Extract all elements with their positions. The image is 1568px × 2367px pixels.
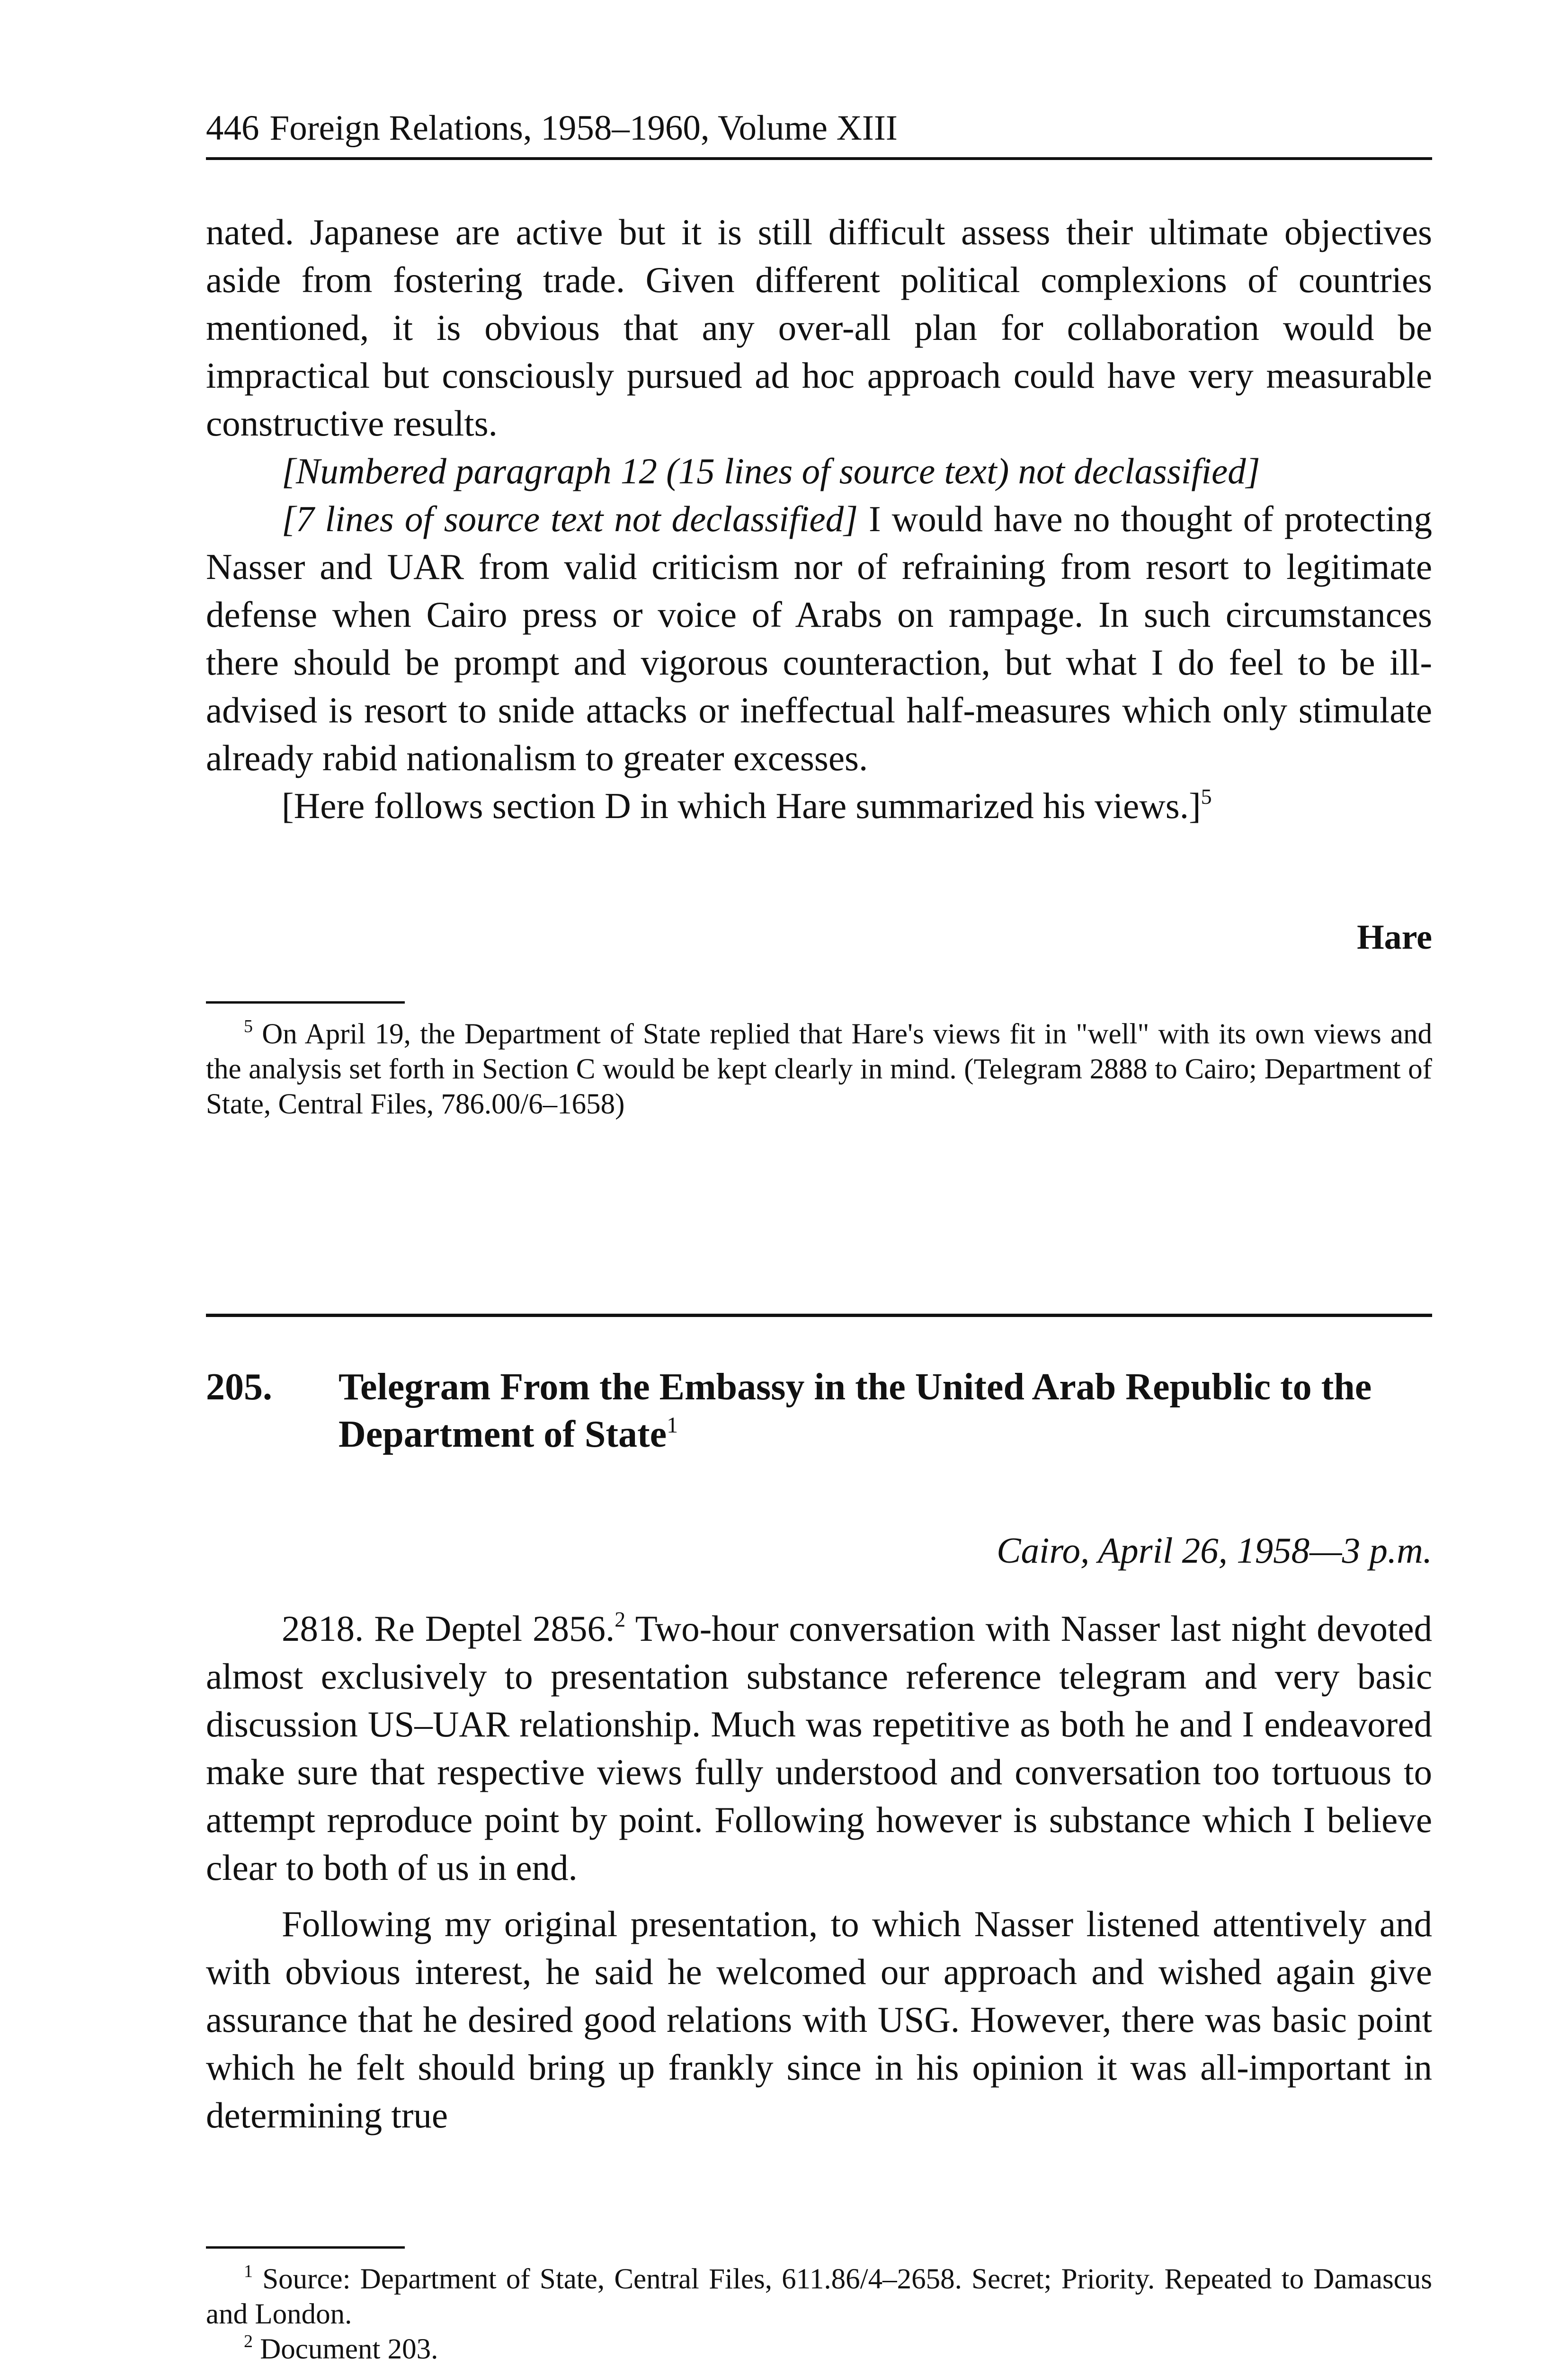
paragraph-not-declassified-12: [Numbered paragraph 12 (15 lines of source text) not declassified] <box>282 451 1260 491</box>
footnote-5-text: On April 19, the Department of State replied that Hare's views fit in "well" with its own views and the analysis set forth in Section C would be kept clearly in mind. (Telegram 2888 to Cairo; Department of State, Central Files, 786.00/6–1658) <box>206 1018 1432 1120</box>
footnote-1 <box>206 2262 1432 2332</box>
volume-title: Foreign Relations, 1958–1960, Volume XIII <box>269 108 898 148</box>
continued-text-block <box>206 208 1432 830</box>
footnote-2-marker: 2 <box>244 2331 253 2351</box>
footnote-ref-2: 2 <box>615 1607 626 1631</box>
document-title-wrap <box>339 1363 1432 1458</box>
section-divider <box>206 1314 1432 1317</box>
paragraph-2818 <box>206 1605 1432 1892</box>
document-number: 205. <box>206 1366 272 1408</box>
footnote-2-text: Document 203. <box>253 2333 438 2365</box>
footnote-rule-bottom <box>206 2246 405 2249</box>
not-declassified-note: [7 lines of source text not declassified] <box>282 498 858 539</box>
footnote-1-marker: 1 <box>244 2261 253 2281</box>
footnote-5-block <box>206 1017 1432 1122</box>
paragraph-protecting-nasser <box>206 495 1432 782</box>
footnotes-bottom-block <box>206 2262 1432 2367</box>
document-title: Telegram From the Embassy in the United Arab Republic to the Department of State <box>339 1366 1372 1455</box>
footnote-ref-5: 5 <box>1201 784 1212 809</box>
dateline: Cairo, April 26, 1958—3 p.m. <box>997 1530 1432 1571</box>
paragraph-section-d <box>206 782 1432 830</box>
section-d-text: [Here follows section D in which Hare summarized his views.] <box>282 785 1201 826</box>
footnote-ref-1: 1 <box>667 1413 678 1438</box>
footnote-5-marker: 5 <box>244 1016 253 1036</box>
document-body <box>206 1605 1432 2139</box>
footnote-2 <box>206 2332 1432 2367</box>
footnote-rule-top <box>206 1001 405 1004</box>
paragraph-continued: nated. Japanese are active but it is still difficult assess their ultimate objectives aside from fostering trade. Given different political complexions of countries mentioned, it is obvious that any over-all plan for collaboration would be impractical but consciously pursued ad hoc approach could have very measurable constructive results. <box>206 212 1432 444</box>
page-number: 446 <box>206 108 259 148</box>
footnote-5 <box>206 1017 1432 1122</box>
paragraph-2818-text: Two-hour conversation with Nasser last night devoted almost exclusively to presentation substance reference telegram and very basic discussion US–UAR relationship. Much was repetitive as both he and I endeavored make sure that respective views fully understood and conversation too tortuous to attempt reproduce point by point. Following however is substance which I believe clear to both of us in end. <box>206 1608 1433 1888</box>
signature: Hare <box>1357 918 1432 957</box>
footnote-1-text: Source: Department of State, Central Files, 611.86/4–2658. Secret; Priority. Repeated to Damascus and London. <box>206 2263 1432 2330</box>
paragraph-following-presentation: Following my original presentation, to which Nasser listened attentively and with obvious interest, he said he welcomed our approach and wished again give assurance that he desired good relations with USG. However, there was basic point which he felt should bring up frankly since in his opinion it was all-important in determining true <box>206 1904 1432 2136</box>
paragraph-protecting-nasser-text: I would have no thought of protecting Nasser and UAR from valid criticism nor of refraining from resort to legitimate defense when Cairo press or voice of Arabs on rampage. In such circumstances there should be prompt and vigorous counteraction, but what I do feel to be ill-advised is resort to snide attacks or ineffectual half-measures which only stimulate already rabid nationalism to greater excesses. <box>206 498 1432 778</box>
running-head <box>206 107 1432 150</box>
paragraph-2818-lead: 2818. Re Deptel 2856. <box>282 1608 615 1649</box>
header-rule <box>206 157 1432 160</box>
